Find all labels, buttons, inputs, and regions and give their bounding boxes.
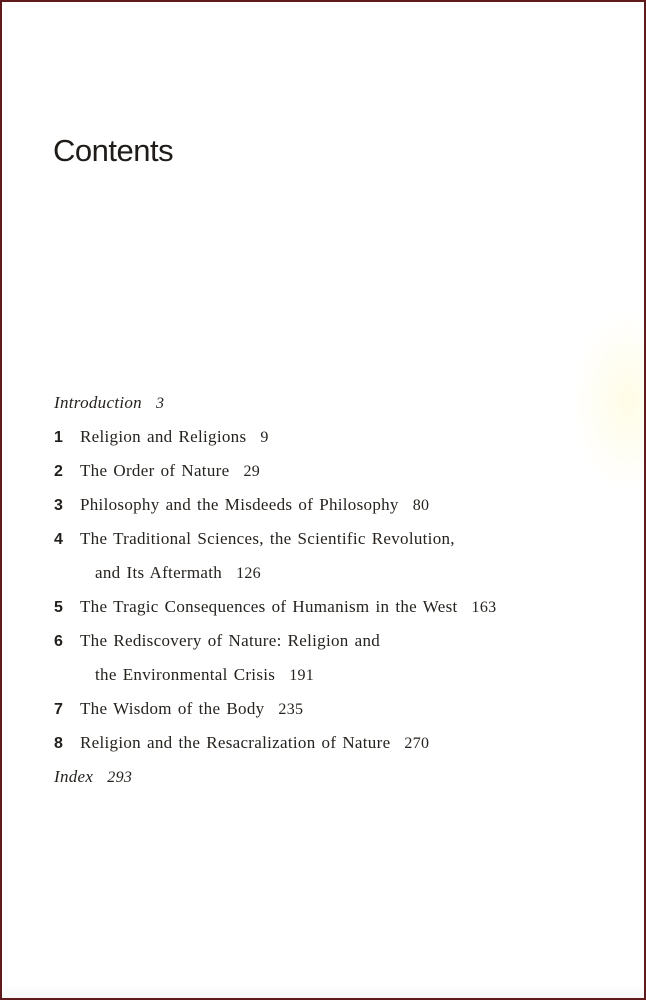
entry-title: The Order of Nature [80, 461, 230, 480]
chapter-number: 1 [54, 429, 64, 446]
toc-entry-chapter-6 [54, 624, 608, 658]
entry-title-continuation: and Its Aftermath [95, 563, 223, 582]
entry-title: The Tragic Consequences of Humanism in the West [80, 597, 458, 616]
entry-title: The Traditional Sciences, the Scientific Revolution, [80, 529, 455, 548]
entry-page-number: 293 [107, 769, 133, 786]
entry-page-number: 126 [236, 565, 261, 582]
entry-page-number: 9 [260, 429, 269, 446]
toc-entry-chapter-5 [54, 590, 608, 624]
entry-page-number: 270 [404, 735, 430, 752]
entry-title: The Wisdom of the Body [80, 699, 265, 718]
chapter-number: 8 [54, 735, 64, 752]
entry-title: The Rediscovery of Nature: Religion and [80, 631, 381, 650]
table-of-contents [54, 386, 608, 794]
toc-entry-chapter-3 [54, 488, 608, 522]
toc-entry-introduction [54, 386, 608, 420]
chapter-number: 5 [54, 599, 64, 616]
entry-title: Philosophy and the Misdeeds of Philosophy [80, 495, 399, 514]
toc-entry-chapter-1 [54, 420, 608, 454]
toc-entry-chapter-6-continuation [54, 658, 608, 692]
page-title: Contents [53, 133, 174, 168]
entry-page-number: 163 [471, 599, 497, 616]
toc-entry-chapter-4-continuation [54, 556, 608, 590]
toc-entry-chapter-7 [54, 692, 608, 726]
entry-title: Religion and the Resacralization of Nature [80, 733, 391, 752]
entry-page-number: 235 [278, 701, 304, 718]
toc-entry-chapter-4 [54, 522, 608, 556]
toc-entry-index [54, 760, 608, 794]
chapter-number: 6 [54, 633, 64, 650]
chapter-number: 4 [54, 531, 64, 548]
entry-page-number: 80 [412, 497, 430, 514]
chapter-number: 3 [54, 497, 64, 514]
entry-title-continuation: the Environmental Crisis [95, 665, 276, 684]
chapter-number: 7 [54, 701, 64, 718]
entry-page-number: 191 [289, 667, 315, 684]
chapter-number: 2 [54, 463, 64, 480]
entry-title: Index [54, 767, 94, 786]
entry-title: Introduction [54, 393, 142, 412]
entry-title: Religion and Religions [80, 427, 247, 446]
entry-page-number: 3 [155, 395, 165, 412]
toc-entry-chapter-8 [54, 726, 608, 760]
toc-entry-chapter-2 [54, 454, 608, 488]
entry-page-number: 29 [243, 463, 261, 480]
